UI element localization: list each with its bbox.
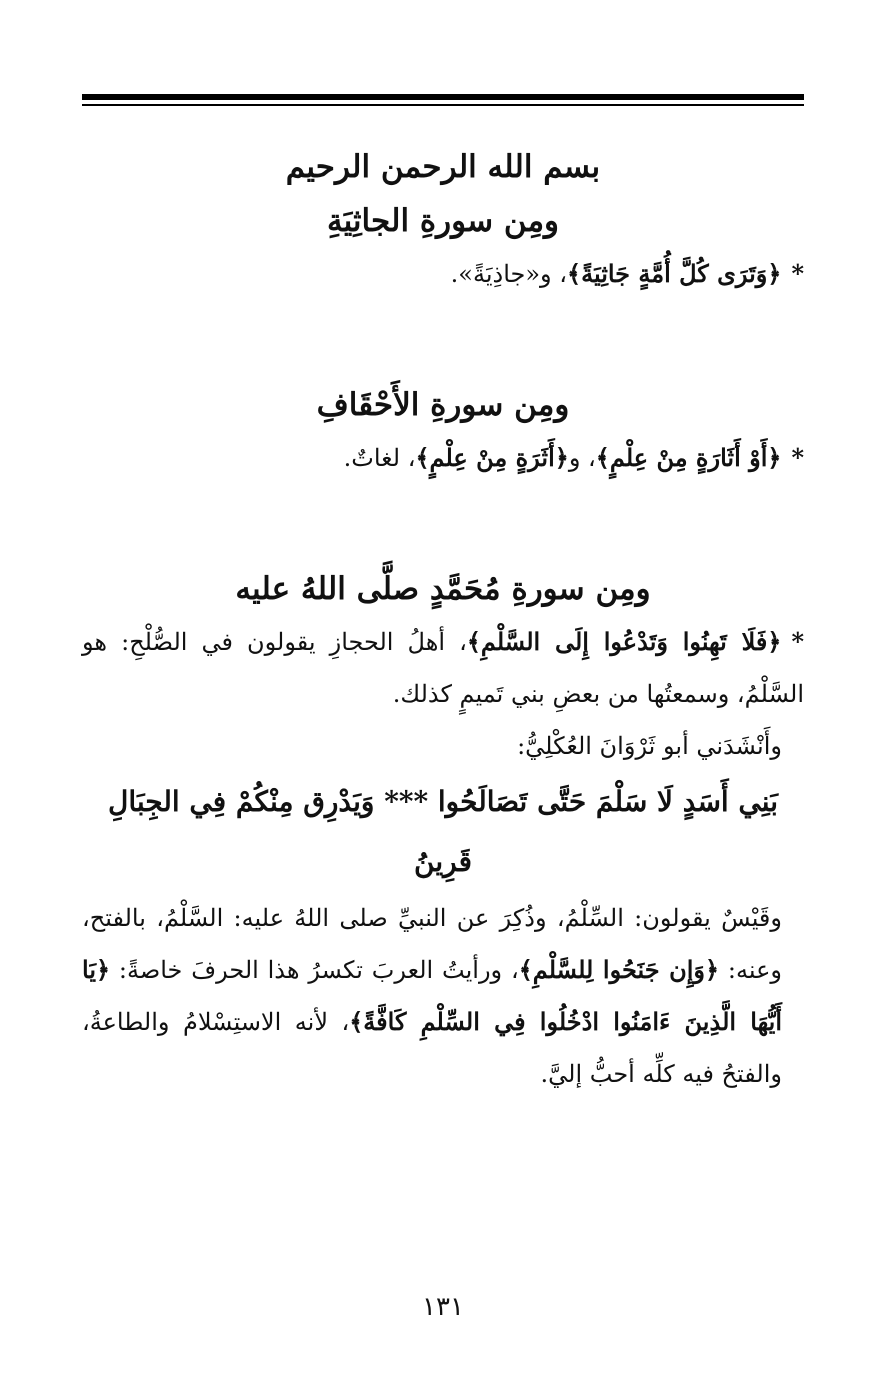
header-rule-thin <box>82 104 804 106</box>
entry-ahqaf <box>82 432 804 484</box>
page-body <box>82 140 804 1100</box>
quran-quote: ﴿وَتَرَى كُلَّ أُمَّةٍ جَاثِيَةً﴾ <box>567 259 782 288</box>
section-title-ahqaf: ومِن سورةِ الأَحْقَافِ <box>316 387 570 423</box>
entry-muhammad-p2: وأَنْشَدَني أبو ثَرْوَانَ العُكْلِيُّ: <box>517 732 782 760</box>
entry-text: ، ورأيتُ العربَ تكسرُ هذا الحرفَ خاصةً: <box>110 956 519 984</box>
quran-quote-2: ﴿يَا أَيُّهَا الَّذِينَ ءَامَنُوا ادْخُلُوا فِي السِّلْمِ كَافَّةً﴾ <box>82 955 782 1036</box>
entry-muhammad-p1 <box>82 616 804 720</box>
entry-text: وقَيْسٌ يقولون: السِّلْمُ، وذُكِرَ عن النبيِّ صلى اللهُ عليه: السَّلْمُ، بالفتح، وعنه: <box>82 904 782 984</box>
section-title-jathiya: ومِن سورةِ الجاثِيَةِ <box>326 203 560 239</box>
quran-quote-2: ﴿أَثَرَةٍ مِنْ عِلْمٍ﴾ <box>415 443 569 472</box>
spacer <box>82 484 804 562</box>
basmala: بسم الله الرحمن الرحيم <box>285 149 601 185</box>
entry-text: ، و <box>568 444 596 472</box>
entry-text: ، أهلُ الحجازِ يقولون في الصُّلْحِ: هو السَّلْمُ، وسمعتُها من بعضِ بني تَميمٍ كذلك. <box>82 628 804 708</box>
poetry-verse: بَنِي أَسَدٍ لَا سَلْمَ حَتَّى تَصَالَحُوا *** وَيَدْرِق مِنْكُمْ فِي الجِبَالِ قَرِينُ <box>107 785 779 878</box>
quran-quote: ﴿فَلَا تَهِنُوا وَتَدْعُوا إِلَى السَّلْمِ﴾ <box>466 627 782 656</box>
star-marker: * <box>791 443 804 472</box>
entry-text: ، لغاتٌ. <box>343 444 416 472</box>
quran-quote: ﴿وَإِن جَنَحُوا لِلسَّلْمِ﴾ <box>518 955 720 984</box>
quran-quote: ﴿أَوْ أَثَارَةٍ مِنْ عِلْمٍ﴾ <box>595 443 782 472</box>
entry-jathiya <box>82 248 804 300</box>
star-marker: * <box>791 259 804 288</box>
header-rule-thick <box>82 94 804 100</box>
star-marker: * <box>791 627 804 656</box>
entry-text: ، لأنه الاستِسْلامُ والطاعةُ، والفتحُ فيه كلِّه أحبُّ إليَّ. <box>82 1008 782 1088</box>
entry-muhammad-p3 <box>82 892 804 1100</box>
section-title-muhammad: ومِن سورةِ مُحَمَّدٍ صلَّى اللهُ عليه <box>235 571 651 607</box>
page-number: ١٣١ <box>422 1292 464 1322</box>
entry-text: ، و«جاذِيَةً». <box>450 260 568 288</box>
spacer <box>82 300 804 378</box>
